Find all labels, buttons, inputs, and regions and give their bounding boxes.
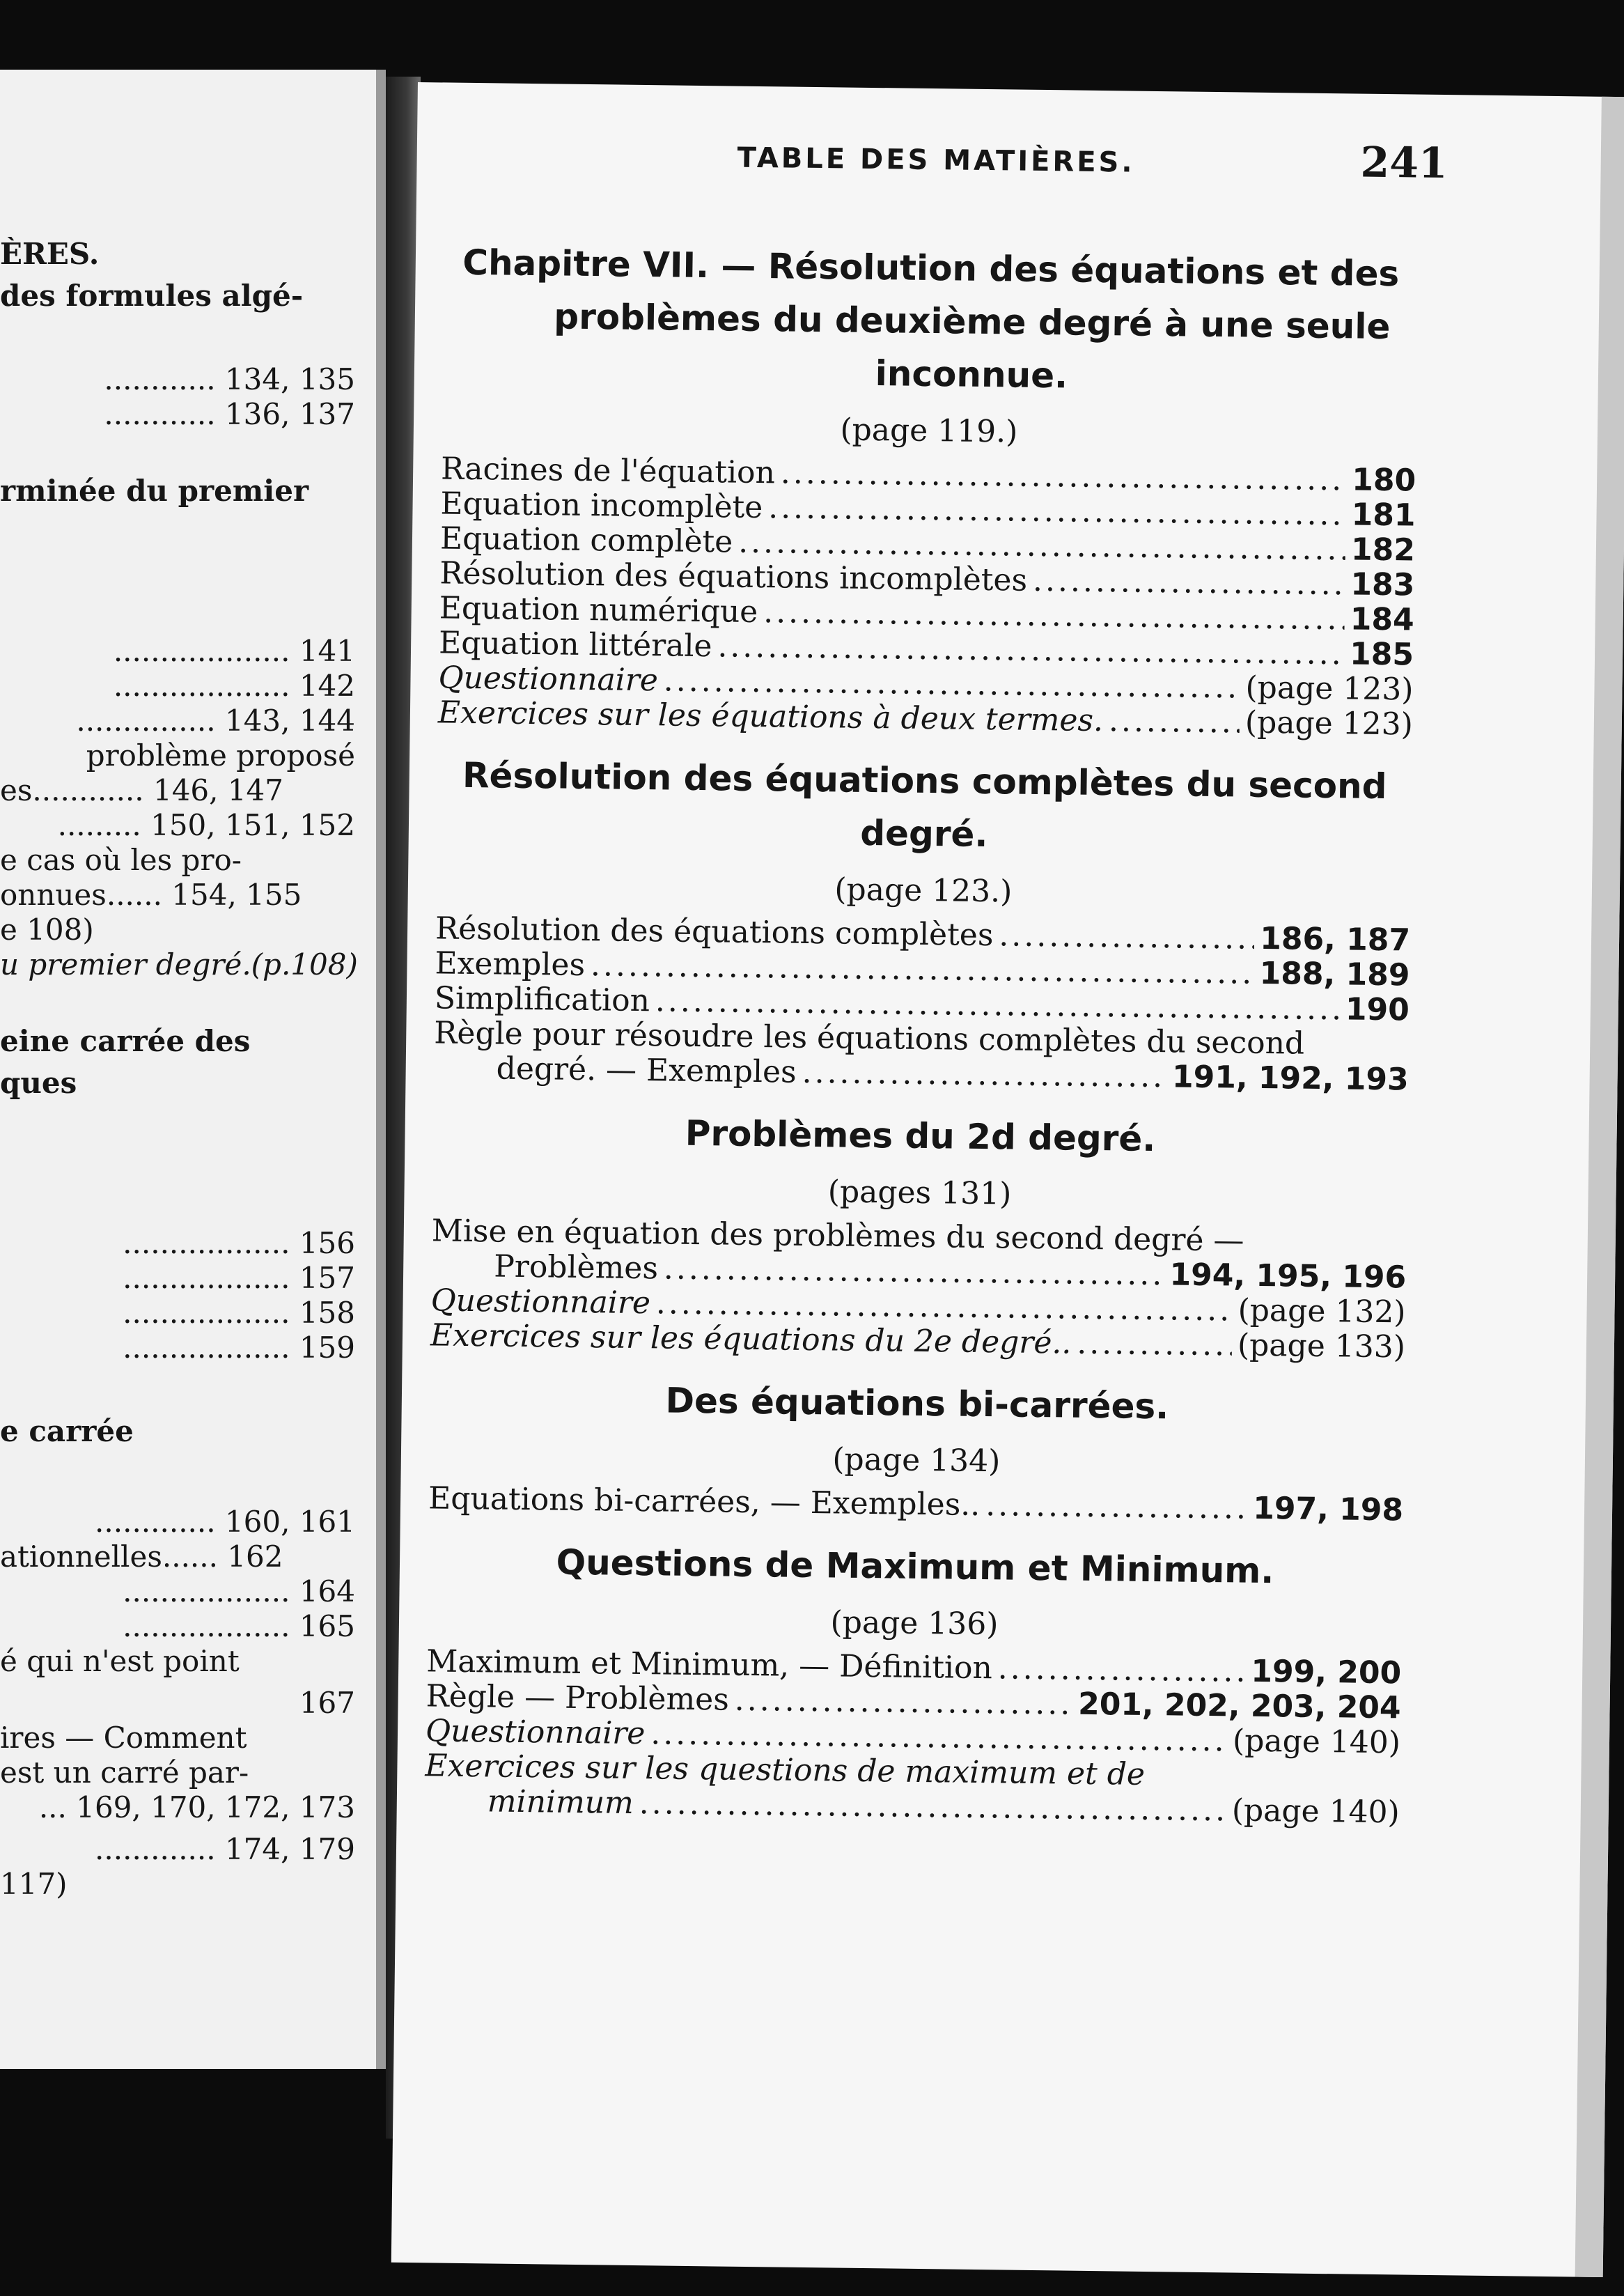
entry-label: Simplification — [434, 980, 650, 1019]
entry-refs: 183 — [1350, 566, 1415, 603]
left-fragment-line: .................. 164 — [123, 1574, 355, 1608]
left-page — [0, 70, 386, 2069]
entry-refs: 201, 202, 203, 204 — [1077, 1686, 1401, 1726]
toc-section — [425, 1534, 1403, 1830]
left-fragment-line: .................. 157 — [123, 1261, 355, 1295]
left-fragment-line: .................. 165 — [123, 1609, 355, 1643]
left-fragment-line: ÈRES. — [0, 237, 100, 271]
left-fragment-line: é qui n'est point — [0, 1644, 240, 1678]
entry-label: Mise en équation des problèmes du second degré — — [431, 1213, 1244, 1259]
section-page-ref: (pages 131) — [827, 1174, 1012, 1212]
left-fragment-line: ............ 136, 137 — [104, 397, 355, 431]
dot-leader — [1109, 704, 1240, 740]
section-title: Résolution des équations complètes du second degré. — [462, 754, 1387, 855]
toc-section — [433, 748, 1412, 1097]
entry-refs: (page 133) — [1237, 1327, 1406, 1365]
entry-label: Equation incomplète — [440, 486, 763, 526]
left-fragment-line: e 108) — [0, 913, 94, 947]
entry-refs: 197, 198 — [1253, 1490, 1404, 1528]
section-page-ref: (page 119.) — [840, 412, 1018, 450]
section-page-ref: (page 136) — [830, 1604, 999, 1643]
left-fragment-line: ............. 160, 161 — [95, 1505, 355, 1539]
dot-leader — [999, 918, 1254, 956]
entry-refs: 199, 200 — [1251, 1653, 1402, 1691]
section-title: Questions de Maximum et Minimum. — [556, 1542, 1274, 1592]
entry-refs: (page 123) — [1244, 704, 1414, 743]
left-fragment-line: ............... 143, 144 — [76, 704, 355, 738]
entry-label: Questionnaire — [425, 1713, 646, 1752]
left-fragment-line: ... 169, 170, 172, 173 — [38, 1790, 355, 1824]
dot-leader — [639, 1786, 1227, 1828]
left-fragment-line: 117) — [0, 1867, 68, 1901]
entry-refs: 194, 195, 196 — [1169, 1257, 1407, 1296]
toc-section — [438, 235, 1419, 742]
entry-refs: 180 — [1351, 462, 1416, 499]
left-fragment-line: ......... 150, 151, 152 — [57, 808, 355, 842]
entry-label: Exercices sur les questions de maximum et de — [425, 1748, 1146, 1792]
dot-leader — [998, 1651, 1246, 1689]
section-title: Des équations bi-carrées. — [665, 1380, 1169, 1427]
entry-refs: 182 — [1350, 532, 1416, 568]
entry-label: minimum — [487, 1783, 634, 1821]
left-fragment-line: eine carrée des — [0, 1024, 251, 1058]
toc-sections — [424, 235, 1419, 1848]
toc-content — [424, 138, 1449, 1848]
dot-leader — [802, 1055, 1166, 1094]
left-fragment-line: u premier degré.(p.108) — [0, 947, 358, 982]
toc-section — [428, 1371, 1405, 1528]
entry-refs: (page 132) — [1237, 1292, 1406, 1331]
left-fragment-line: .................. 158 — [123, 1296, 355, 1330]
entry-refs: 184 — [1350, 601, 1414, 638]
left-fragment-line: ................... 141 — [113, 634, 355, 668]
entry-refs: 190 — [1345, 991, 1410, 1028]
left-fragment-line: onnues...... 154, 155 — [0, 878, 302, 912]
left-fragment-line: des formules algé- — [0, 279, 304, 313]
left-fragment-line: ............. 174, 179 — [95, 1832, 355, 1866]
left-fragment-line: est un carré par- — [0, 1755, 249, 1790]
entry-label: Racines de l'équation — [440, 451, 776, 491]
entry-label: Equations bi-carrées, — Exemples.. — [428, 1480, 981, 1523]
left-fragment-line: problème proposé — [86, 738, 355, 773]
dot-leader — [985, 1488, 1248, 1526]
section-page-ref: (page 134) — [832, 1441, 1001, 1480]
left-fragment-line: e cas où les pro- — [0, 843, 242, 877]
left-fragment-line: ................... 142 — [113, 669, 355, 703]
toc-section — [430, 1103, 1408, 1365]
entry-refs: 191, 192, 193 — [1171, 1059, 1409, 1098]
entry-refs: (page 140) — [1232, 1723, 1401, 1761]
entry-refs: 186, 187 — [1260, 920, 1411, 959]
entry-label: Problèmes — [493, 1248, 659, 1287]
dot-leader — [1077, 1326, 1232, 1363]
entry-label: Règle — Problèmes — [425, 1678, 730, 1718]
left-fragment-line: ques — [0, 1066, 77, 1100]
dot-leader — [664, 1251, 1164, 1292]
entry-label: Règle pour résoudre les équations complètes du second — [434, 1015, 1305, 1062]
dot-leader — [735, 1683, 1073, 1722]
entry-refs: 188, 189 — [1259, 955, 1410, 993]
right-page — [391, 82, 1624, 2277]
entry-label: Exemples — [435, 945, 586, 984]
left-fragment-line: ationnelles...... 162 — [0, 1539, 283, 1574]
entry-refs: (page 140) — [1231, 1792, 1400, 1831]
entry-refs: 185 — [1349, 636, 1414, 673]
section-title: Chapitre VII. — Résolution des équations et des problèmes du deuxième degré à une seule inconnue. — [462, 242, 1400, 396]
entry-label: Equation complète — [439, 520, 733, 560]
left-fragment-line: .................. 159 — [123, 1331, 355, 1365]
left-fragment-line: ires — Comment — [0, 1721, 247, 1755]
entry-label: Equation littérale — [438, 625, 712, 665]
entry-label: Maximum et Minimum, — Définition — [425, 1643, 993, 1686]
entry-label: Résolution des équations incomplètes — [439, 555, 1028, 598]
left-fragment-line: .................. 156 — [123, 1226, 355, 1260]
entry-label: Exercices sur les équations du 2e degré.. — [430, 1317, 1072, 1361]
left-fragment-line: 167 — [299, 1686, 355, 1720]
entry-label: Questionnaire — [430, 1282, 651, 1321]
entry-label: degré. — Exemples — [496, 1050, 797, 1090]
running-head: TABLE DES MATIÈRES. — [737, 141, 1135, 179]
page-number: 241 — [1360, 138, 1449, 189]
section-page-ref: (page 123.) — [834, 871, 1013, 910]
page-header — [444, 131, 1449, 199]
dot-leader — [1033, 564, 1345, 602]
entry-label: Résolution des équations complètes — [435, 910, 994, 954]
entry-label: Equation numérique — [439, 590, 758, 630]
left-fragment-line: ............ 134, 135 — [104, 362, 355, 396]
entry-label: Questionnaire — [438, 660, 659, 699]
left-fragment-line: es............ 146, 147 — [0, 773, 283, 807]
left-fragment-line: rminée du premier — [0, 474, 309, 508]
entry-refs: (page 123) — [1245, 669, 1414, 708]
section-title: Problèmes du 2d degré. — [685, 1112, 1156, 1160]
entry-label: Exercices sur les équations à deux termes. — [437, 695, 1104, 739]
left-fragment-line: e carrée — [0, 1414, 134, 1448]
entry-refs: 181 — [1351, 497, 1416, 534]
